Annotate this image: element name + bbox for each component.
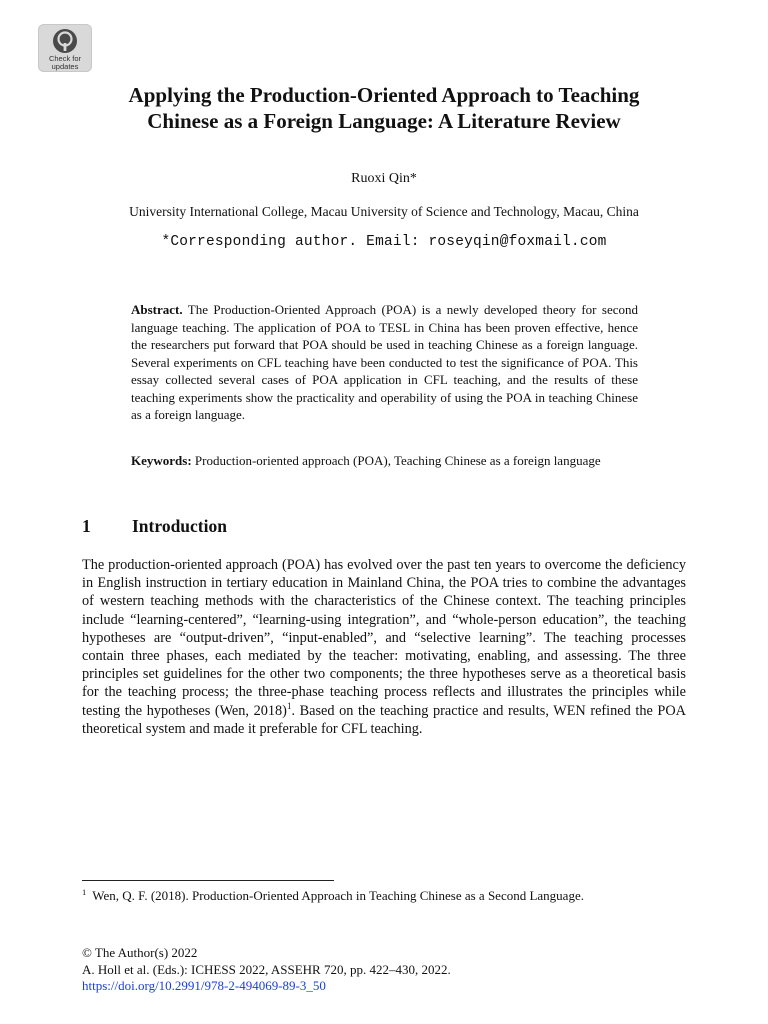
section-title: Introduction bbox=[132, 516, 227, 536]
abstract-label: Abstract. bbox=[131, 302, 183, 317]
badge-label-line1: Check for bbox=[48, 54, 82, 63]
corresponding-author: *Corresponding author. Email: roseyqin@foxmail.com bbox=[161, 234, 607, 250]
badge-label-line2: updates bbox=[51, 61, 79, 71]
check-updates-icon bbox=[52, 28, 78, 54]
author-name: Ruoxi Qin* bbox=[351, 171, 417, 186]
introduction-paragraph bbox=[82, 556, 686, 738]
section-heading bbox=[82, 516, 227, 537]
paragraph-part2: . Based on the teaching practice and results, WEN refined the POA theoretical system and made it preferable for CFL teaching. bbox=[82, 702, 686, 737]
footnote-divider bbox=[82, 880, 334, 881]
abstract bbox=[131, 301, 638, 424]
keywords-label: Keywords: bbox=[131, 453, 192, 468]
check-for-updates-badge[interactable] bbox=[38, 24, 92, 72]
keywords bbox=[131, 452, 638, 470]
badge-label bbox=[49, 55, 81, 70]
paper-title-line1: Applying the Production-Oriented Approach to Teaching bbox=[128, 83, 640, 107]
paragraph-part1: The production-oriented approach (POA) has evolved over the past ten years to overcome the deficiency in English instruction in tertiary education in Mainland China, the POA tries to combine the advantages of western teaching methods with the characteristics of the Chinese context. The teaching principles include “learning-centered”, “learning-using integration”, and “whole-person education”, the teaching hypotheses are “output-driven”, “input-enabled”, and “selective learning”. The teaching processes contain three phases, each mediated by the teacher: motivating, enabling, and assessing. The three principles set guidelines for the other two components; the three hypotheses serve as a theoretical basis for the teaching process; the three-phase teaching process reflects and illustrates the principles while testing the hypotheses (Wen, 2018) bbox=[82, 557, 686, 719]
footnote-reference[interactable]: 1 bbox=[286, 700, 292, 711]
citation-line: A. Holl et al. (Eds.): ICHESS 2022, ASSEHR 720, pp. 422–430, 2022. bbox=[82, 961, 451, 977]
footnote bbox=[82, 887, 686, 905]
footnote-marker: 1 bbox=[82, 886, 87, 897]
footnote-text: Wen, Q. F. (2018). Production-Oriented Approach in Teaching Chinese as a Second Language. bbox=[92, 888, 584, 903]
keywords-text: Production-oriented approach (POA), Teaching Chinese as a foreign language bbox=[194, 453, 601, 468]
paper-title bbox=[40, 82, 728, 134]
copyright-line: © The Author(s) 2022 bbox=[82, 945, 198, 960]
doi-link[interactable]: https://doi.org/10.2991/978-2-494069-89-3_50 bbox=[82, 978, 326, 993]
affiliation: University International College, Macau University of Science and Technology, Macau, China bbox=[129, 204, 639, 219]
page-footer bbox=[82, 945, 451, 995]
section-number: 1 bbox=[82, 516, 91, 536]
paper-title-line2: Chinese as a Foreign Language: A Literature Review bbox=[147, 109, 621, 133]
abstract-text: The Production-Oriented Approach (POA) is a newly developed theory for second language teaching. The application of POA to TESL in China has been proven effective, hence the researchers put forward that POA should be used in teaching Chinese as a foreign language. Several experiments on CFL teaching have been conducted to test the significance of POA. This essay collected several cases of POA application in CFL teaching, and the results of these teaching experiments show the practicality and operability of using the POA in teaching Chinese as a foreign language. bbox=[131, 302, 638, 422]
